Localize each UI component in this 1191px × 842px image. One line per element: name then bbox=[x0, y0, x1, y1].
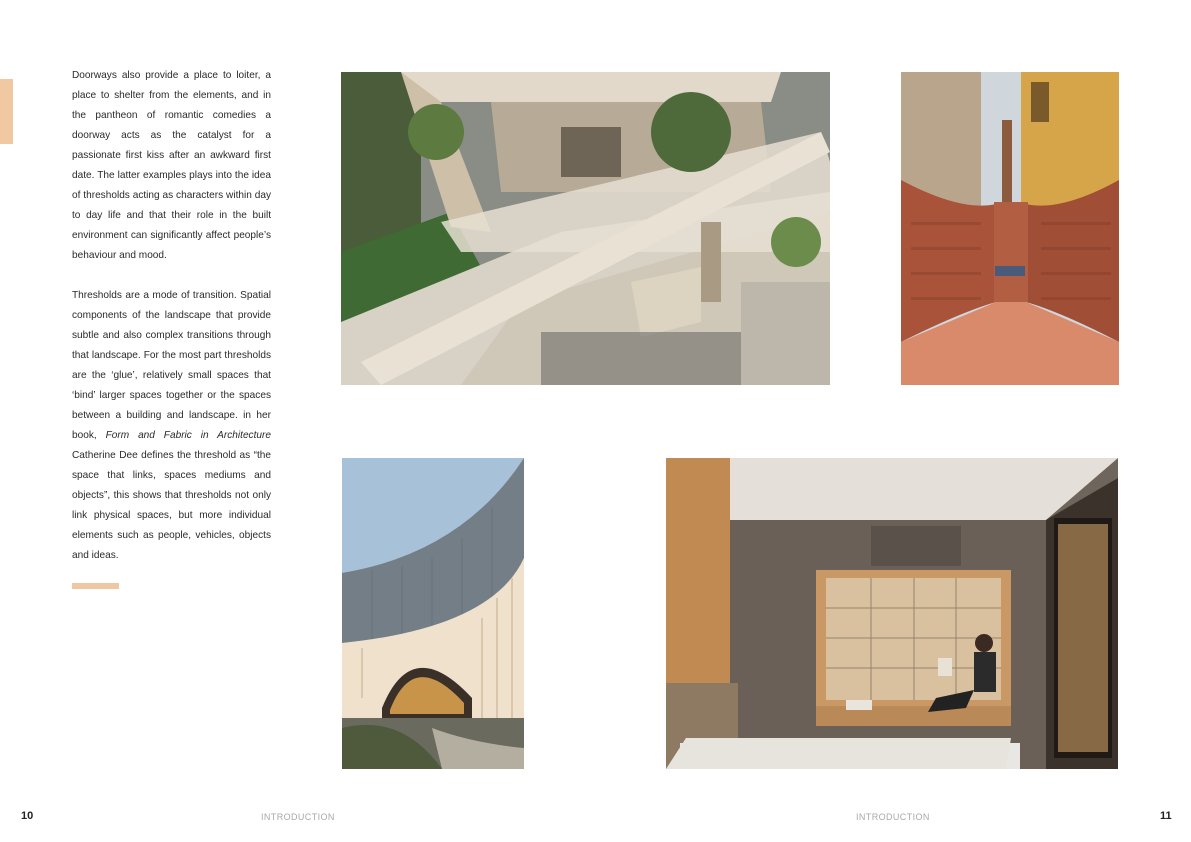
paragraph-1: Doorways also provide a place to loiter, a place to shelter from the elements, and in the pantheon of romantic comedies a doorway acts as the catalyst for a passionate first kiss after an awkward first date. The latter examples plays into the idea of thresholds acting as characters within day to day life and that their role in the built environment can significantly affect people’s behaviour and mood. bbox=[72, 70, 271, 261]
paragraph-2 bbox=[72, 286, 271, 566]
photo-window-seat-room bbox=[666, 458, 1118, 769]
section-label-right: INTRODUCTION bbox=[856, 812, 930, 822]
photo-courtyard-aerial bbox=[341, 72, 830, 385]
accent-underline bbox=[72, 583, 119, 589]
body-text bbox=[72, 66, 271, 566]
book-title: Form and Fabric in Architecture bbox=[105, 430, 271, 441]
photo-curved-facade bbox=[342, 458, 524, 769]
paragraph-2-start: Thresholds are a mode of transition. Spatial components of the landscape that provide subtle and also complex transitions through that landscape. For the most part thresholds are the ‘glue’, relatively small spaces that ‘bind’ larger spaces together or the spaces between a building and landscape. in her book, bbox=[72, 290, 271, 441]
section-label-left: INTRODUCTION bbox=[261, 812, 335, 822]
accent-tab bbox=[0, 79, 13, 144]
page-number-left: 10 bbox=[21, 810, 34, 822]
photo-brick-passage bbox=[901, 72, 1119, 385]
paragraph-2-end: Catherine Dee defines the threshold as “the space that links, spaces mediums and objects”, this shows that thresholds not only link physical spaces, but more individual elements such as people, vehicles, objects and ideas. bbox=[72, 450, 271, 561]
page-number-right: 11 bbox=[1160, 810, 1172, 822]
